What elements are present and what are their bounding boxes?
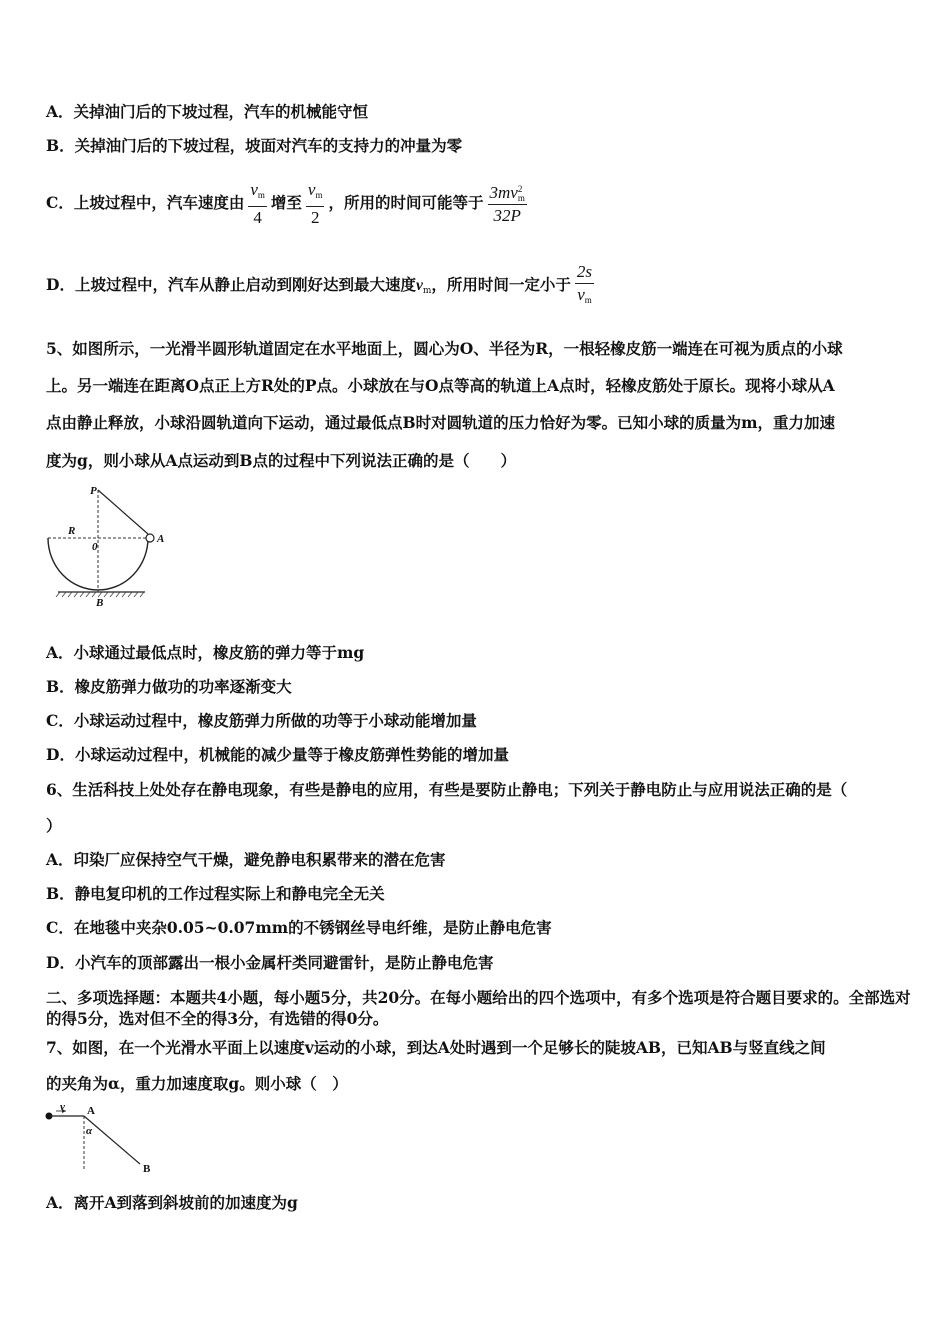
q5-stem-line4: 度为g，则小球从A点运动到B点的过程中下列说法正确的是（ ） xyxy=(46,451,516,470)
q5-option-c: C．小球运动过程中，橡皮筋弹力所做的功等于小球动能增加量 xyxy=(46,711,477,730)
fraction-vm-over-4: $\frac{v_m}{4}$ xyxy=(250,180,265,227)
q6-option-a: A．印染厂应保持空气干燥，避免静电积累带来的潜在危害 xyxy=(46,850,446,869)
label-v: v xyxy=(60,1102,65,1113)
q4-option-c-mid: 增至 xyxy=(270,193,302,212)
q4-option-c-prefix: C．上坡过程中，汽车速度由 xyxy=(46,193,245,212)
q4-option-c-post: ，所用的时间可能等于 xyxy=(328,193,484,212)
q7-stem-line1: 7、如图，在一个光滑水平面上以速度v运动的小球，到达A处时遇到一个足够长的陡坡AB，已知AB与竖直线之间 xyxy=(46,1038,826,1057)
q6-option-d: D．小汽车的顶部露出一根小金属杆类同避雷针，是防止静电危害 xyxy=(46,953,494,972)
label-o: 0 xyxy=(92,541,98,553)
label-p: P xyxy=(90,485,97,497)
label-a: A xyxy=(157,533,165,545)
q7-option-a: A．离开A到落到斜坡前的加速度为g xyxy=(46,1193,298,1212)
fraction-3mv2-over-32p: 3mv 2 m 32P xyxy=(489,182,525,225)
q5-stem-line3: 点由静止释放，小球沿圆轨道向下运动，通过最低点B时对圆轨道的压力恰好为零。已知小球的质量为m，重力加速 xyxy=(46,413,836,432)
q4-option-d: D．上坡过程中，汽车从静止启动到刚好达到最大速度$v_m$，所用时间一定小于 $\frac{2s}{v_m}$ xyxy=(46,258,598,318)
section-2-heading: 二、多项选择题：本题共4小题，每小题5分，共20分。在每小题给出的四个选项中，有多个选项是符合题目要求的。全部选对的得5分，选对但不全的得3分，有选错的得0分。 xyxy=(46,988,911,1028)
q4-option-d-post: ，所用时间一定小于 xyxy=(431,275,571,294)
fraction-vm-over-2: $\frac{v_m}{2}$ xyxy=(307,180,323,227)
q5-option-b: B．橡皮筋弹力做功的功率逐渐变大 xyxy=(46,677,292,696)
q4-option-b: B．关掉油门后的下坡过程，坡面对汽车的支持力的冲量为零 xyxy=(46,136,463,155)
q7-slope-figure xyxy=(42,1102,162,1178)
q6-option-b: B．静电复印机的工作过程实际上和静电完全无关 xyxy=(46,884,385,903)
label-a: A xyxy=(87,1105,95,1117)
q6-stem-line1: 6、生活科技上处处存在静电现象，有些是静电的应用，有些是要防止静电；下列关于静电防止与应用说法正确的是（ xyxy=(46,780,848,799)
fraction-2s-over-vm: $\frac{2s}{v_m}$ xyxy=(576,262,593,305)
q6-option-c: C．在地毯中夹杂0.05~0.07mm的不锈钢丝导电纤维，是防止静电危害 xyxy=(46,918,552,937)
label-alpha: α xyxy=(86,1125,93,1137)
q5-option-a: A．小球通过最低点时，橡皮筋的弹力等于mg xyxy=(46,643,365,662)
label-r: R xyxy=(68,525,76,537)
q5-option-d: D．小球运动过程中，机械能的减少量等于橡皮筋弹性势能的增加量 xyxy=(46,745,509,764)
q4-option-c xyxy=(46,178,531,229)
q5-stem-line2: 上。另一端连在距离O点正上方R处的P点。小球放在与O点等高的轨道上A点时，轻橡皮筋处于原长。现将小球从A xyxy=(46,376,835,395)
q7-stem-line2: 的夹角为α，重力加速度取g。则小球（ ） xyxy=(46,1074,348,1093)
q4-option-a: A．关掉油门后的下坡过程，汽车的机械能守恒 xyxy=(46,102,369,121)
q5-semicircle-figure xyxy=(40,482,170,612)
label-b: B xyxy=(143,1163,151,1175)
q5-stem-line1: 5、如图所示，一光滑半圆形轨道固定在水平地面上，圆心为O、半径为R，一根轻橡皮筋一端连在可视为质点的小球 xyxy=(46,339,843,358)
label-b: B xyxy=(96,597,104,609)
q6-stem-line2: ） xyxy=(46,816,62,835)
q4-option-d-prefix: D．上坡过程中，汽车从静止启动到刚好达到最大速度 xyxy=(46,275,416,294)
